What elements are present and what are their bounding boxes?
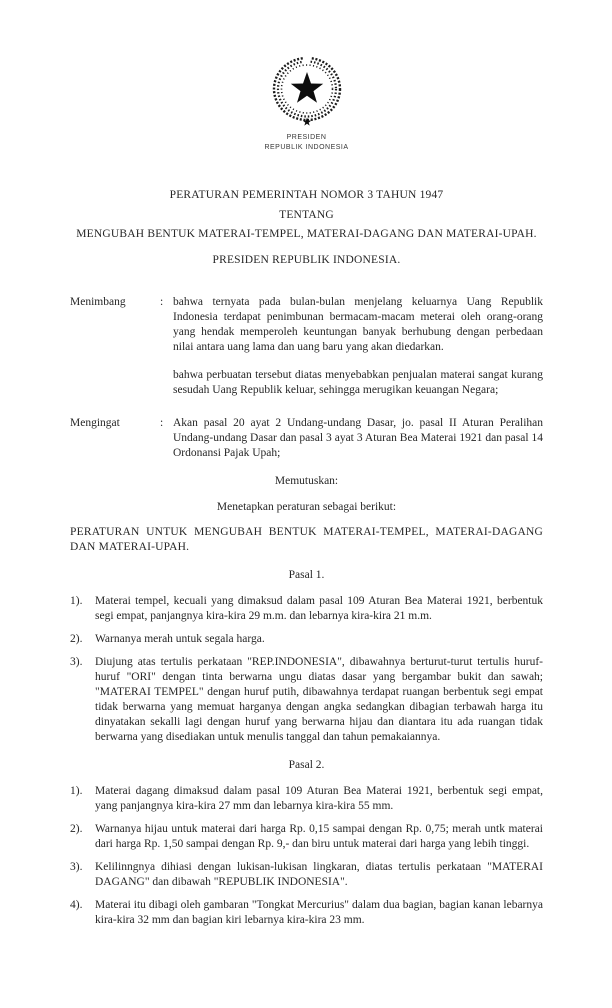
article-item (70, 655, 543, 745)
item-text: Materai tempel, kecuali yang dimaksud dalam pasal 109 Aturan Bea Materai 1921, berbentuk segi empat, panjangnya kira-kira 29 m.m. dan lebarnya kira-kira 21 m.m. (95, 594, 543, 622)
letterhead (70, 0, 543, 153)
item-text: Materai dagang dimaksud dalam pasal 109 Aturan Bea Materai 1921, berbentuk segi empat, yang panjangnya kira-kira 27 mm dan lebarnya kira-kira 55 mm. (95, 784, 543, 812)
article-item (70, 860, 543, 890)
mengingat-colon: : (160, 416, 164, 429)
article-item (70, 632, 543, 647)
article-item (70, 594, 543, 624)
item-text: Materai itu dibagi oleh gambaran "Tongkat Mercurius" dalam dua bagian, bagian kanan lebarnya kira-kira 32 mm dan bagian kiri lebarnya kira-kira 23 mm. (95, 898, 543, 926)
item-number: 1). (70, 594, 83, 607)
item-number: 3). (70, 860, 83, 873)
memutuskan-line: Memutuskan: (274, 474, 339, 487)
star-wreath-seal-icon (70, 53, 543, 129)
letterhead-line1: PRESIDEN (286, 134, 327, 141)
mengingat-body (173, 416, 543, 474)
menimbang-paragraph: bahwa perbuatan tersebut diatas menyebabkan penjualan materai sangat kurang sesudah Uang Republik keluar, sehingga merugikan keuangan Negara; (173, 368, 543, 396)
mengingat-label: Mengingat (70, 416, 120, 429)
item-number: 1). (70, 784, 83, 797)
regulation-subject: MENGUBAH BENTUK MATERAI-TEMPEL, MATERAI-DAGANG DAN MATERAI-UPAH. (76, 228, 537, 240)
mengingat-section (70, 416, 543, 474)
item-number: 2). (70, 632, 83, 645)
article-item (70, 822, 543, 852)
title-block (70, 186, 543, 245)
tentang-label: TENTANG (279, 208, 334, 221)
article-heading: Pasal 1. (288, 568, 325, 581)
menimbang-colon: : (160, 295, 164, 308)
letterhead-caption (70, 133, 543, 153)
item-number: 3). (70, 655, 83, 668)
article-item (70, 898, 543, 928)
item-text: Kelilinngnya dihiasi dengan lukisan-lukisan lingkaran, diatas tertulis perkataan "MATERAI DAGANG" dan dibawah "REPUBLIK INDONESIA". (95, 860, 543, 888)
menimbang-section (70, 295, 543, 411)
item-text: Diujung atas tertulis perkataan "REP.INDONESIA", dibawahnya berturut-turut tertulis huruf-huruf "ORI" dengan tinta berwarna ungu diatas dasar yang bergambar bukit dan sawah; "MATERAI TEMPEL" dengan huruf putih, dibawahnya terdapat ruangan berbentuk segi empat tidak berwarna yang memuat harganya dengan angka sedangkan dibagian terbawah harga itu dinyatakan sekalli lagi dengan huruf yang berwarna hijau dan diantara itu ada ruangan tidak berwarna yang disediakan untuk menulis tanggal dan tahun pemakaiannya. (95, 655, 543, 743)
article-heading: Pasal 2. (288, 758, 325, 771)
article-item (70, 784, 543, 814)
article-pasal-2 (70, 758, 543, 928)
mengingat-paragraph: Akan pasal 20 ayat 2 Undang-undang Dasar, jo. pasal II Aturan Peralihan Undang-undang Dasar dan pasal 3 ayat 3 Aturan Bea Materai 1921 dan pasal 14 Ordonansi Pajak Upah; (173, 416, 543, 459)
item-number: 2). (70, 822, 83, 835)
menimbang-body (173, 295, 543, 411)
menimbang-paragraph: bahwa ternyata pada bulan-bulan menjelang keluarnya Uang Republik Indonesia terdapat penimbunan bermacam-macam meterai oleh orang-orang yang hendak memperoleh keuntungan banyak berhubung dengan perbedaan nilai antara uang lama dan uang baru yang akan diedarkan. (173, 295, 543, 353)
regulation-title: PERATURAN PEMERINTAH NOMOR 3 TAHUN 1947 (169, 189, 444, 201)
article-pasal-1 (70, 568, 543, 745)
issuer-line: PRESIDEN REPUBLIK INDONESIA. (212, 253, 401, 266)
item-number: 4). (70, 898, 83, 911)
menetapkan-line: Menetapkan peraturan sebagai berikut: (216, 500, 397, 513)
preamble (70, 295, 543, 555)
letterhead-line2: REPUBLIK INDONESIA (264, 144, 349, 151)
decree-title: PERATURAN UNTUK MENGUBAH BENTUK MATERAI-TEMPEL, MATERAI-DAGANG DAN MATERAI-UPAH. (70, 525, 543, 553)
menimbang-label: Menimbang (70, 295, 126, 308)
item-text: Warnanya merah untuk segala harga. (95, 632, 265, 645)
item-text: Warnanya hijau untuk materai dari harga Rp. 0,15 sampai dengan Rp. 0,75; merah untk materai dari harga Rp. 1,50 sampai dengan Rp. 9,- dan biru untuk materai dari harga yang lebih tinggi. (95, 822, 543, 850)
